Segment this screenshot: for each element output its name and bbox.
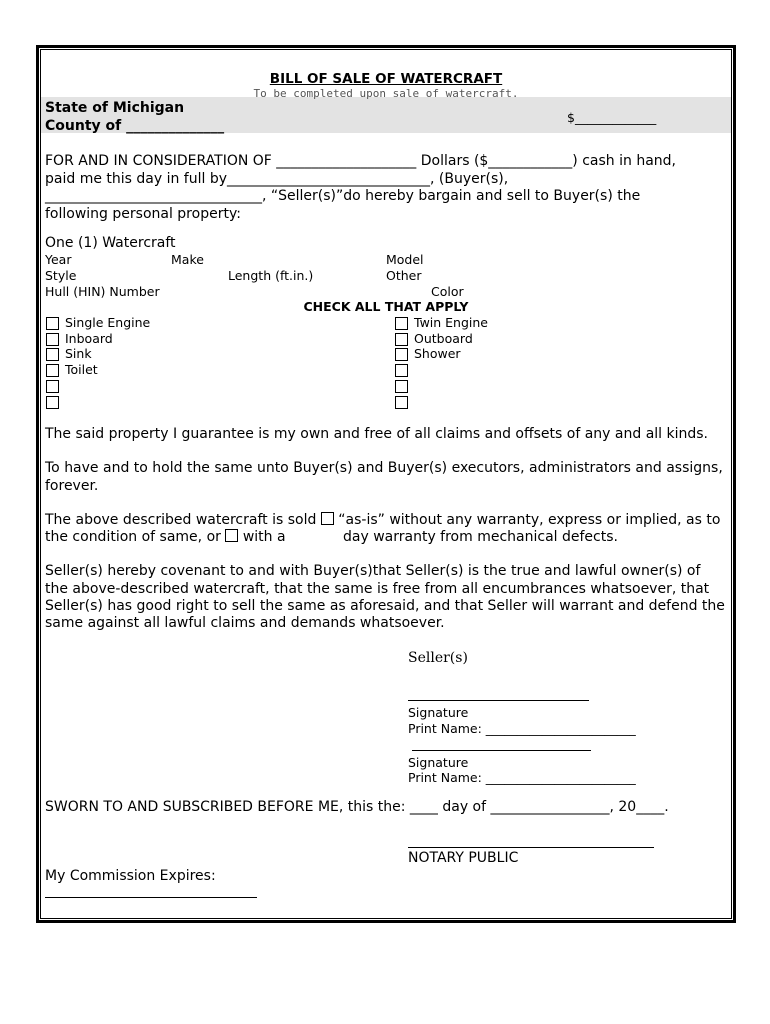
watercraft-heading: One (1) Watercraft bbox=[45, 235, 176, 251]
right-checkbox-1[interactable] bbox=[395, 317, 408, 330]
signature-label-2: Signature bbox=[408, 755, 469, 770]
consideration-line-1: FOR AND IN CONSIDERATION OF ____________________ Dollars ($____________) cash in hand, bbox=[45, 153, 676, 169]
left-checkbox-5[interactable] bbox=[46, 380, 59, 393]
consideration-line-2: paid me this day in full by_____________________________, (Buyer(s), bbox=[45, 171, 509, 187]
left-checkbox-6[interactable] bbox=[46, 396, 59, 409]
consideration-line-3: _______________________________, “Seller(s)”do hereby bargain and sell to Buyer(s) the bbox=[45, 188, 641, 204]
right-checkbox-2[interactable] bbox=[395, 333, 408, 346]
to-have-line-2: forever. bbox=[45, 478, 99, 494]
right-checkbox-label-1: Twin Engine bbox=[414, 315, 488, 330]
warranty-text-b2: with a bbox=[242, 529, 286, 545]
right-checkbox-label-2: Outboard bbox=[414, 330, 473, 346]
warranty-text-b1: the condition of same, or bbox=[45, 529, 221, 545]
warranty-text-b3: day warranty from mechanical defects. bbox=[343, 529, 618, 545]
limited-warranty-checkbox[interactable] bbox=[225, 529, 238, 542]
signature-label-1: Signature bbox=[408, 705, 469, 720]
notary-public-label: NOTARY PUBLIC bbox=[408, 850, 519, 866]
print-name-1[interactable]: Print Name: ________________________ bbox=[408, 721, 636, 736]
warranty-line-1 bbox=[45, 512, 720, 528]
left-checkbox-3[interactable] bbox=[46, 348, 59, 361]
as-is-checkbox[interactable] bbox=[321, 512, 334, 525]
commission-expires-line[interactable] bbox=[45, 897, 257, 898]
notary-signature-line[interactable] bbox=[408, 847, 654, 848]
warranty-text-a2: “as-is” without any warranty, express or implied, as to bbox=[338, 512, 721, 528]
left-checkbox-label-4: Toilet bbox=[65, 362, 98, 378]
field-length: Length (ft.in.) bbox=[228, 268, 314, 283]
field-model: Model bbox=[386, 252, 424, 267]
field-color: Color bbox=[431, 284, 464, 299]
left-checkbox-1[interactable] bbox=[46, 317, 59, 330]
commission-expires-label: My Commission Expires: bbox=[45, 868, 216, 884]
field-hull-number: Hull (HIN) Number bbox=[45, 284, 160, 299]
warranty-line-2 bbox=[45, 529, 286, 545]
covenant-line-2: the above-described watercraft, that the same is free from all encumbrances whatsoever, that bbox=[45, 581, 710, 597]
field-year: Year bbox=[45, 252, 72, 267]
left-checkbox-2[interactable] bbox=[46, 333, 59, 346]
left-checkbox-4[interactable] bbox=[46, 364, 59, 377]
document-title: BILL OF SALE OF WATERCRAFT bbox=[269, 71, 503, 87]
document-subtitle: To be completed upon sale of watercraft. bbox=[253, 87, 519, 100]
warranty-text-a1: The above described watercraft is sold bbox=[45, 512, 317, 528]
left-checkbox-label-2: Inboard bbox=[65, 330, 113, 346]
right-checkbox-3[interactable] bbox=[395, 348, 408, 361]
right-checkbox-5[interactable] bbox=[395, 380, 408, 393]
guarantee-statement: The said property I guarantee is my own and free of all claims and offsets of any and all kinds. bbox=[45, 426, 709, 442]
price-field[interactable]: $_____________ bbox=[567, 110, 657, 125]
right-checkbox-label-3: Shower bbox=[414, 346, 461, 362]
county-line[interactable]: County of ______________ bbox=[45, 118, 225, 134]
field-style: Style bbox=[45, 268, 77, 283]
signature-line-2[interactable] bbox=[412, 750, 591, 751]
right-checkbox-4[interactable] bbox=[395, 364, 408, 377]
covenant-line-4: same against all lawful claims and demands whatsoever. bbox=[45, 615, 445, 631]
field-make: Make bbox=[171, 252, 204, 267]
left-checkbox-label-3: Sink bbox=[65, 346, 92, 362]
print-name-2[interactable]: Print Name: ________________________ bbox=[408, 770, 636, 785]
right-checkbox-6[interactable] bbox=[395, 396, 408, 409]
covenant-line-3: Seller(s) has good right to sell the same as aforesaid, and that Seller will warrant and defend the bbox=[45, 598, 725, 614]
consideration-line-4: following personal property: bbox=[45, 206, 241, 222]
to-have-line-1: To have and to hold the same unto Buyer(s) and Buyer(s) executors, administrators and assigns, bbox=[45, 460, 723, 476]
left-checkbox-label-1: Single Engine bbox=[65, 315, 151, 330]
sworn-statement[interactable]: SWORN TO AND SUBSCRIBED BEFORE ME, this the: ____ day of _________________, 20____. bbox=[45, 799, 669, 815]
signature-line-1[interactable] bbox=[408, 700, 589, 701]
field-other: Other bbox=[386, 268, 422, 283]
check-all-heading: CHECK ALL THAT APPLY bbox=[303, 299, 469, 314]
covenant-line-1: Seller(s) hereby covenant to and with Buyer(s)that Seller(s) is the true and lawful owner(s) of bbox=[45, 563, 701, 579]
sellers-label: Seller(s) bbox=[408, 650, 468, 666]
state-line: State of Michigan bbox=[45, 100, 185, 116]
